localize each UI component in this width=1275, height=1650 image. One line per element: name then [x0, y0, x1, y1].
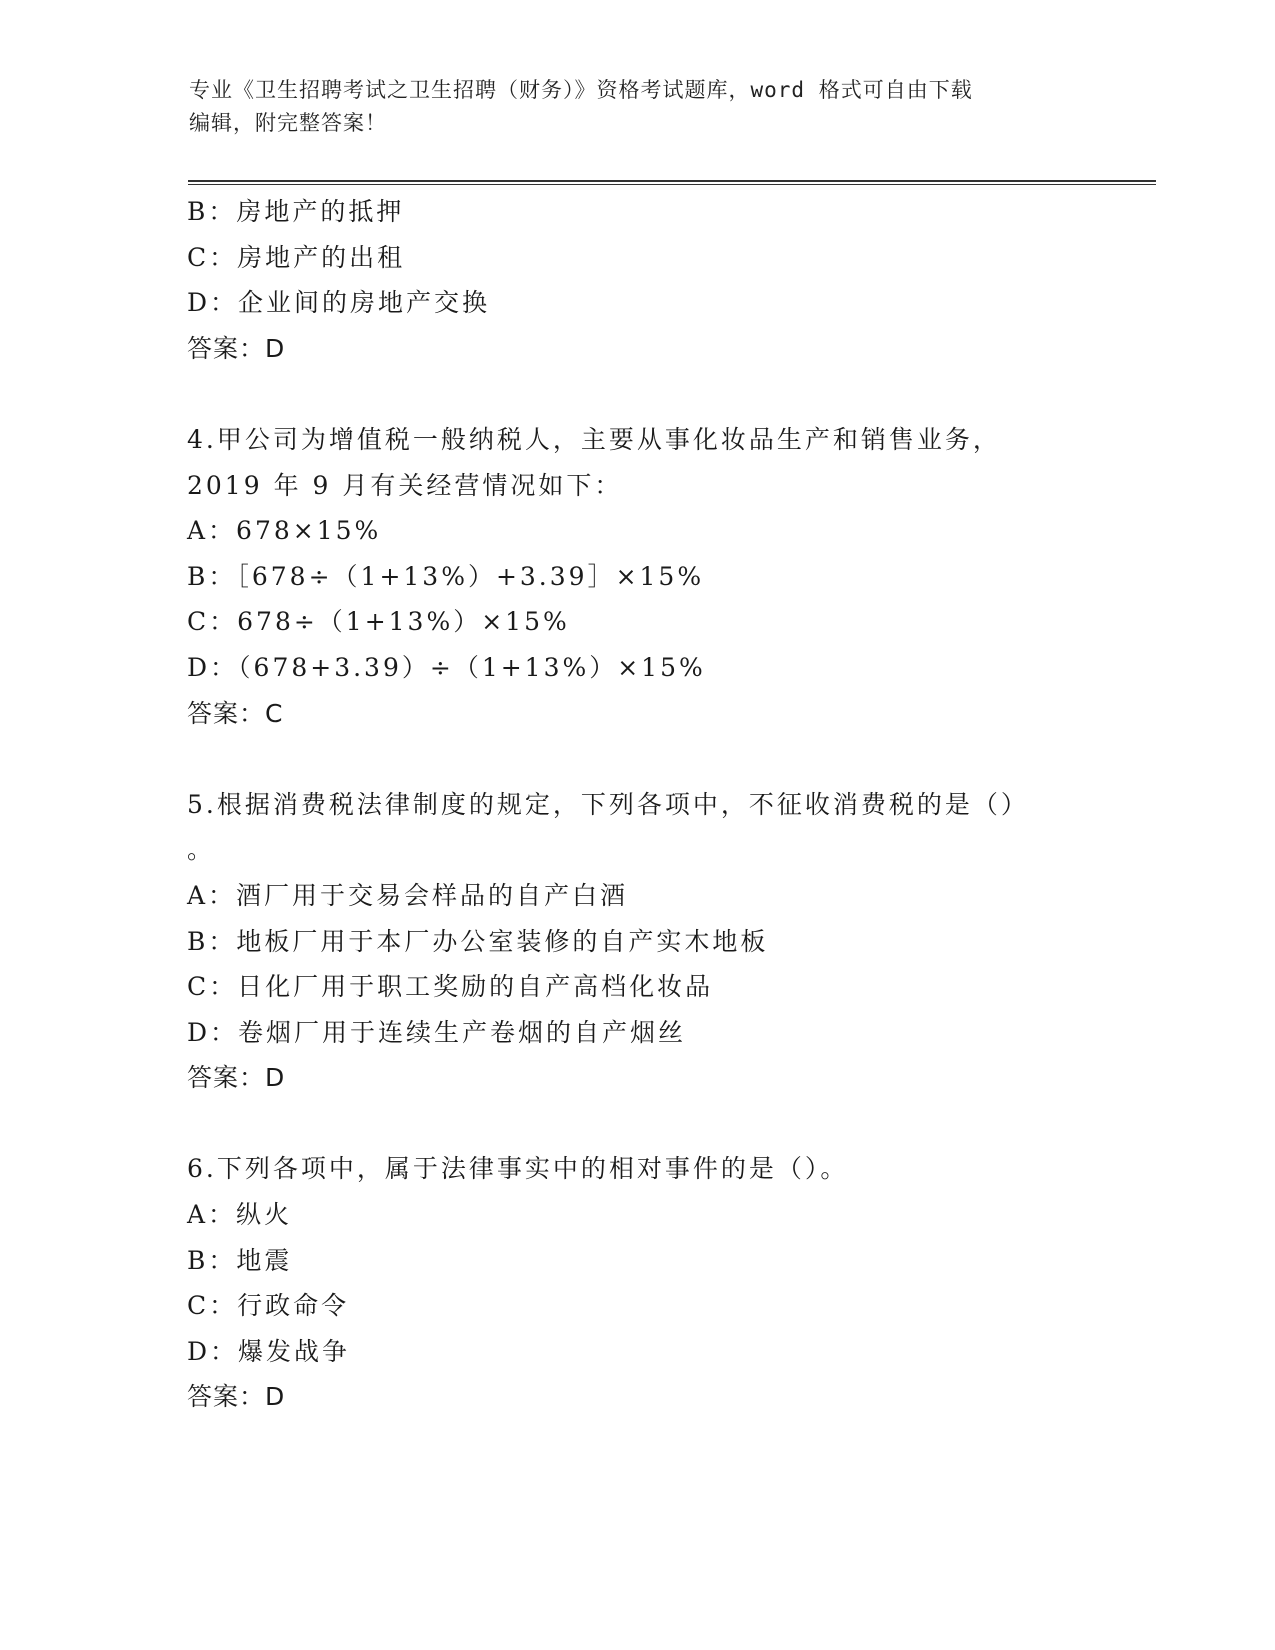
question-6-option-b: B：地震: [187, 1245, 293, 1275]
question-4-option-b: B：［678÷（1+13%）+3.39］×15%: [187, 561, 705, 591]
header-divider-thick: [188, 180, 1156, 182]
question-5-option-d: D：卷烟厂用于连续生产卷烟的自产烟丝: [187, 1017, 687, 1047]
question-4-stem-line-1: 4.甲公司为增值税一般纳税人，主要从事化妆品生产和销售业务，: [187, 424, 1001, 454]
question-6-option-a: A：纵火: [187, 1200, 293, 1230]
question-3-option-b: B：房地产的抵押: [187, 197, 405, 226]
question-5-stem-line-1: 5.根据消费税法律制度的规定，下列各项中，不征收消费税的是（）: [187, 789, 1029, 819]
question-4-option-a: A：678×15%: [187, 516, 382, 546]
question-5-stem-line-2: 。: [187, 835, 216, 865]
header-line-1: 专业《卫生招聘考试之卫生招聘（财务）》资格考试题库，word 格式可自由下载: [189, 78, 973, 102]
header-divider-thin: [188, 184, 1156, 185]
document-header: [189, 74, 1089, 140]
question-4-option-d: D：（678+3.39）÷（1+13%）×15%: [187, 652, 706, 682]
header-line-2: 编辑，附完整答案！: [189, 111, 387, 135]
question-4-answer: 答案：C: [187, 698, 284, 728]
question-3: [187, 189, 1087, 371]
question-4: [187, 417, 1087, 736]
question-6-option-d: D：爆发战争: [187, 1336, 351, 1366]
question-5-option-b: B：地板厂用于本厂办公室装修的自产实木地板: [187, 926, 769, 956]
question-4-option-c: C：678÷（1+13%）×15%: [187, 607, 570, 637]
question-5-option-a: A：酒厂用于交易会样品的自产白酒: [187, 880, 629, 910]
question-3-answer: 答案：D: [187, 333, 286, 363]
question-4-stem-line-2: 2019 年 9 月有关经营情况如下：: [187, 470, 623, 500]
question-5-option-c: C：日化厂用于职工奖励的自产高档化妆品: [187, 972, 714, 1002]
spacer: [187, 1101, 1087, 1147]
question-list: [187, 189, 1087, 1420]
question-5: [187, 782, 1087, 1101]
question-6-option-c: C：行政命令: [187, 1291, 350, 1321]
question-6-answer: 答案：D: [187, 1382, 286, 1412]
spacer: [187, 736, 1087, 782]
question-3-option-d: D：企业间的房地产交换: [187, 288, 491, 318]
question-6: [187, 1146, 1087, 1420]
question-3-option-c: C：房地产的出租: [187, 242, 406, 272]
question-6-stem-line-1: 6.下列各项中，属于法律事实中的相对事件的是（）。: [187, 1154, 849, 1184]
spacer: [187, 371, 1087, 417]
question-5-answer: 答案：D: [187, 1063, 286, 1093]
